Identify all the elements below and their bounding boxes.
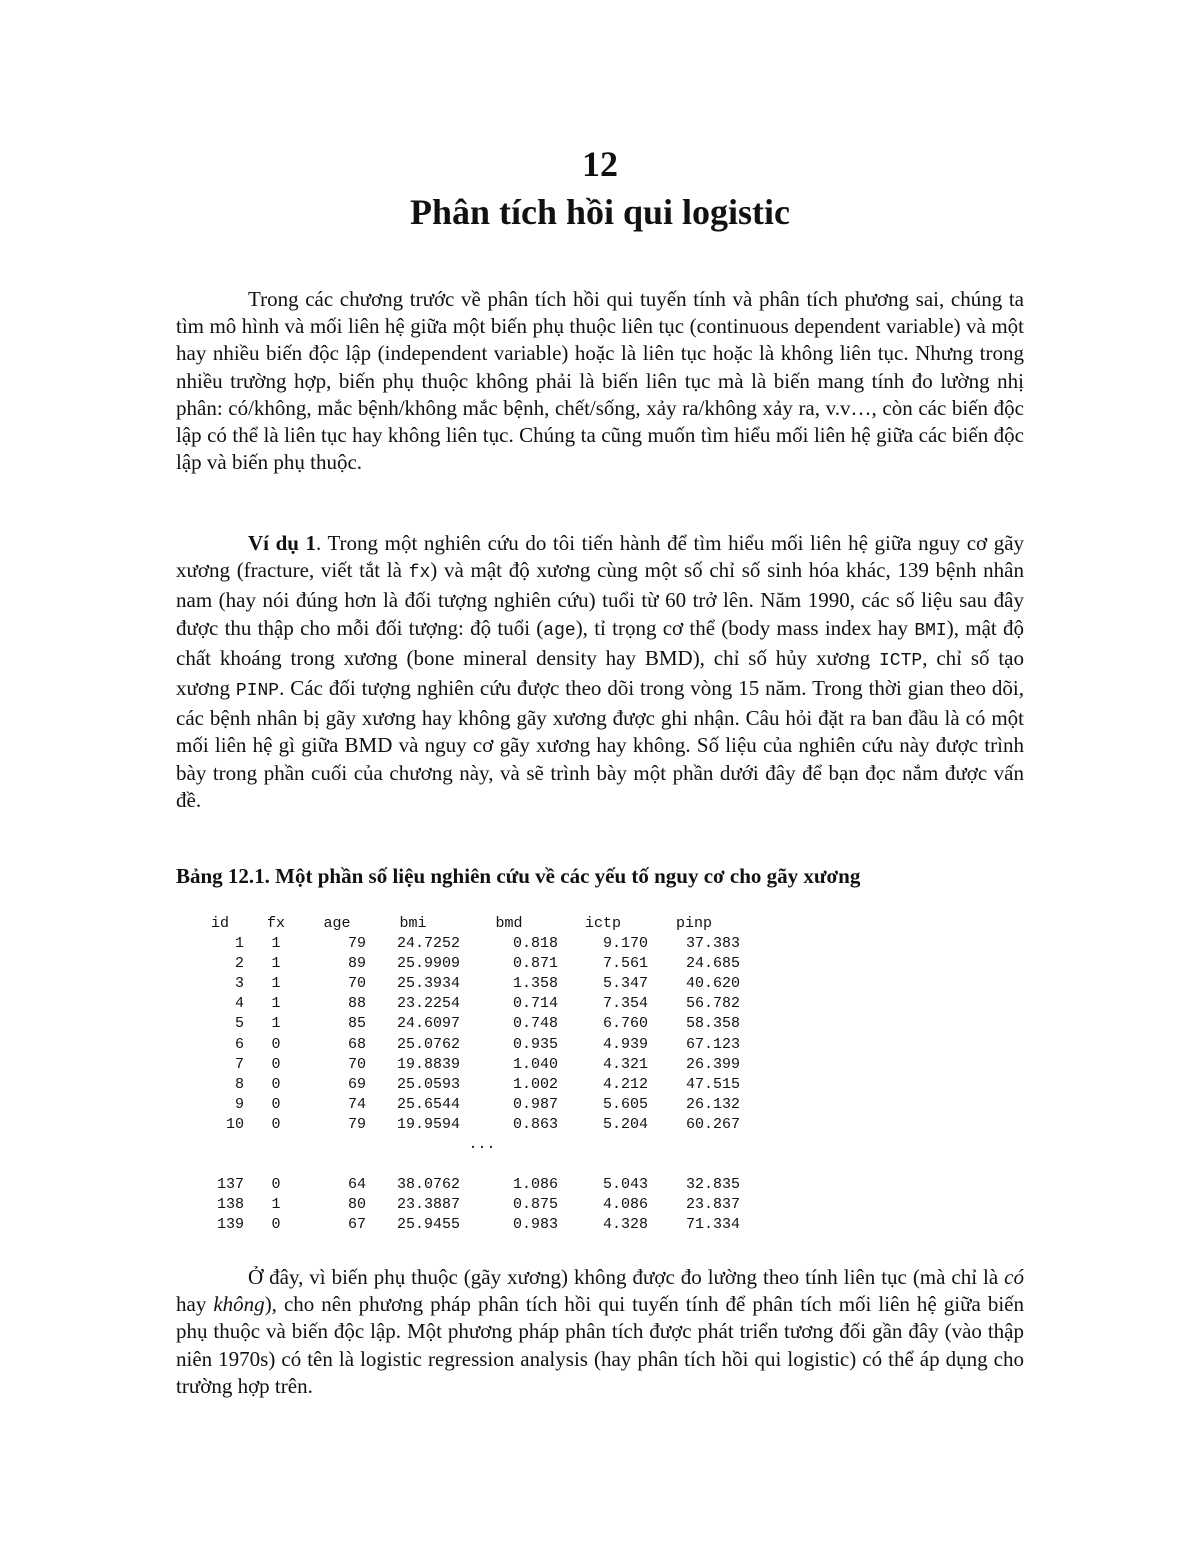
cell-bmi: 25.6544: [396, 1095, 460, 1113]
cell-fx: 0: [271, 1035, 281, 1053]
cell-ictp: 4.086: [602, 1196, 648, 1214]
cell-age: 64: [347, 1176, 366, 1194]
cell-fx: 0: [271, 1176, 281, 1194]
cell-age: 89: [347, 955, 366, 973]
cell-ictp: 9.170: [602, 935, 648, 953]
cell-fx: 0: [271, 1075, 281, 1093]
cell-bmi: 25.9455: [396, 1216, 460, 1234]
header-age: age: [323, 915, 351, 932]
example-text-6: . Các đối tượng nghiên cứu được theo dõi trong vòng 15 năm. Trong thời gian theo dõi, các bệnh nhân bị gãy xương hay không gãy xương được ghi nhận. Câu hỏi đặt ra ban đầu là có một mối liên hệ gì giữa BMD và nguy cơ gãy xương hay không. Số liệu của nghiên cứu này được trình bày trong phần cuối của chương này, và sẽ trình bày một phần dưới đây để bạn đọc nắm được vấn đề.: [176, 676, 1024, 812]
cell-fx: 0: [271, 1216, 281, 1234]
cell-bmi: 25.0762: [396, 1035, 460, 1053]
cell-pinp: 26.399: [685, 1055, 740, 1073]
header-id: id: [210, 915, 229, 932]
cell-pinp: 37.383: [685, 935, 740, 953]
table-row: [196, 1195, 740, 1215]
cell-ictp: 4.939: [602, 1035, 648, 1053]
table-row: [196, 1055, 740, 1075]
cell-bmi: 25.0593: [396, 1075, 460, 1093]
gap-row: [196, 1155, 740, 1175]
cell-bmi: 25.9909: [396, 955, 460, 973]
code-bmi: BMI: [914, 620, 947, 641]
cell-ictp: 4.212: [602, 1075, 648, 1093]
cell-ictp: 7.354: [602, 995, 648, 1013]
table-row: [196, 954, 740, 974]
cell-pinp: 56.782: [685, 995, 740, 1013]
cell-id: 7: [234, 1055, 244, 1073]
code-ictp: ICTP: [879, 650, 923, 671]
cell-bmd: 0.875: [512, 1196, 558, 1214]
chapter-number: 12: [582, 144, 618, 184]
cell-id: 9: [234, 1095, 244, 1113]
code-fx: fx: [408, 563, 431, 584]
table-row: [196, 1014, 740, 1034]
cell-bmi: 38.0762: [396, 1176, 460, 1194]
cell-age: 67: [347, 1216, 366, 1234]
cell-fx: 1: [271, 935, 281, 953]
table-row: [196, 934, 740, 954]
cell-pinp: 23.837: [685, 1196, 740, 1214]
cell-age: 79: [347, 935, 366, 953]
code-age: age: [543, 620, 576, 641]
cell-age: 74: [347, 1095, 366, 1113]
example-text-1: . Trong một nghiên cứu do tôi tiến hành để tìm hiểu mối liên hệ giữa nguy cơ gãy xương (fracture, viết tắt là: [176, 531, 1025, 583]
cell-id: 5: [234, 1015, 244, 1033]
header-bmi: bmi: [399, 915, 427, 932]
cell-bmd: 0.748: [512, 1015, 558, 1033]
cell-bmi: 23.2254: [396, 995, 460, 1013]
cell-fx: 0: [271, 1115, 281, 1133]
cell-id: 138: [216, 1196, 244, 1214]
closing-paragraph: [176, 1264, 1024, 1400]
header-bmd: bmd: [495, 915, 523, 932]
cell-fx: 1: [271, 975, 281, 993]
cell-age: 69: [347, 1075, 366, 1093]
cell-id: 2: [234, 955, 244, 973]
table-row: [196, 1035, 740, 1055]
table-row: [196, 994, 740, 1014]
ellipsis-row: [196, 1135, 740, 1155]
cell-bmd: 0.871: [512, 955, 558, 973]
closing-text-2: hay: [176, 1292, 214, 1317]
cell-fx: 0: [271, 1055, 281, 1073]
cell-age: 68: [347, 1035, 366, 1053]
cell-id: 139: [216, 1216, 244, 1234]
cell-pinp: 47.515: [685, 1075, 740, 1093]
cell-ictp: 5.204: [602, 1115, 648, 1133]
example-paragraph: [176, 530, 1024, 814]
cell-pinp: 24.685: [685, 955, 740, 973]
example-text-4: ), mật độ chất khoáng trong xương (bone mineral density hay BMD), chỉ số hủy xương: [176, 615, 1024, 670]
cell-bmd: 0.714: [512, 995, 558, 1013]
cell-pinp: 40.620: [685, 975, 740, 993]
cell-bmi: 24.6097: [396, 1015, 460, 1033]
cell-age: 70: [347, 975, 366, 993]
cell-id: 3: [234, 975, 244, 993]
table-row: [196, 1175, 740, 1195]
table-header-row: [196, 914, 740, 934]
cell-age: 85: [347, 1015, 366, 1033]
cell-bmd: 1.002: [512, 1075, 558, 1093]
example-text-2: ) và mật độ xương cùng một số chỉ số sinh hóa khác, 139 bệnh nhân nam (hay nói đúng hơn là đối tượng nghiên cứu) tuổi từ 60 trở lên. Năm 1990, các số liệu sau đây được thu thập cho mỗi đối tượng: độ tuổi (: [176, 558, 1024, 640]
ellipsis: ...: [468, 1136, 496, 1154]
intro-paragraph: [176, 286, 1024, 476]
table-row: [196, 1215, 740, 1235]
closing-emphasis-co: có: [1004, 1265, 1024, 1289]
cell-id: 137: [216, 1176, 244, 1194]
cell-bmd: 1.040: [512, 1055, 558, 1073]
header-ictp: ictp: [584, 915, 621, 932]
cell-id: 6: [234, 1035, 244, 1053]
cell-bmd: 0.935: [512, 1035, 558, 1053]
example-label: Ví dụ 1: [248, 531, 317, 555]
cell-fx: 1: [271, 1196, 281, 1214]
header-pinp: pinp: [675, 915, 712, 932]
example-text-3: ), tỉ trọng cơ thể (body mass index hay: [575, 615, 915, 640]
cell-ictp: 6.760: [602, 1015, 648, 1033]
closing-text-3: ), cho nên phương pháp phân tích hồi qui tuyến tính để phân tích mối liên hệ giữa biến phụ thuộc và biến độc lập. Một phương pháp phân tích được phát triển tương đối gần đây (vào thập niên 1970s) có tên là logistic regression analysis (hay phân tích hồi qui logistic) có thể áp dụng cho trường hợp trên.: [176, 1292, 1024, 1398]
cell-ictp: 5.605: [602, 1095, 648, 1113]
cell-fx: 1: [271, 1015, 281, 1033]
cell-pinp: 26.132: [685, 1095, 740, 1113]
cell-fx: 0: [271, 1095, 281, 1113]
cell-bmi: 19.9594: [396, 1115, 460, 1133]
table-row: [196, 1095, 740, 1115]
cell-bmi: 23.3887: [396, 1196, 460, 1214]
cell-bmd: 1.358: [512, 975, 558, 993]
cell-fx: 1: [271, 955, 281, 973]
cell-pinp: 67.123: [685, 1035, 740, 1053]
cell-age: 88: [347, 995, 366, 1013]
intro-text: Trong các chương trước về phân tích hồi qui tuyến tính và phân tích phương sai, chúng ta tìm mô hình và mối liên hệ giữa một biến phụ thuộc liên tục (continuous dependent variable) và một hay nhiều biến độc lập (independent variable) hoặc là liên tục hoặc là không liên tục. Nhưng trong nhiều trường hợp, biến phụ thuộc không phải là biến liên tục mà là biến mang tính đo lường nhị phân: có/không, mắc bệnh/không mắc bệnh, chết/sống, xảy ra/không xảy ra, v.v…, còn các biến độc lập có thể là liên tục hay không liên tục. Chúng ta cũng muốn tìm hiểu mối liên hệ giữa các biến độc lập và biến phụ thuộc.: [176, 287, 1024, 475]
cell-age: 79: [347, 1115, 366, 1133]
cell-ictp: 7.561: [602, 955, 648, 973]
cell-ictp: 4.328: [602, 1216, 648, 1234]
table-body-top: [196, 934, 740, 1135]
cell-ictp: 4.321: [602, 1055, 648, 1073]
data-table: [196, 914, 740, 1236]
header-fx: fx: [266, 915, 285, 932]
cell-age: 70: [347, 1055, 366, 1073]
cell-bmd: 0.987: [512, 1095, 558, 1113]
table-row: [196, 1115, 740, 1135]
cell-ictp: 5.043: [602, 1176, 648, 1194]
table-ellipsis: [196, 1135, 740, 1175]
cell-bmd: 0.818: [512, 935, 558, 953]
cell-bmd: 0.863: [512, 1115, 558, 1133]
cell-ictp: 5.347: [602, 975, 648, 993]
cell-bmi: 19.8839: [396, 1055, 460, 1073]
table-caption: Bảng 12.1. Một phần số liệu nghiên cứu về các yếu tố nguy cơ cho gãy xương: [176, 864, 861, 888]
cell-id: 4: [234, 995, 244, 1013]
cell-bmi: 25.3934: [396, 975, 460, 993]
cell-bmd: 0.983: [512, 1216, 558, 1234]
code-pinp: PINP: [235, 681, 280, 702]
table-body-bottom: [196, 1175, 740, 1235]
cell-id: 1: [234, 935, 244, 953]
cell-pinp: 58.358: [685, 1015, 740, 1033]
chapter-title: Phân tích hồi qui logistic: [409, 192, 791, 232]
cell-pinp: 32.835: [685, 1176, 740, 1194]
cell-id: 8: [234, 1075, 244, 1093]
closing-emphasis-khong: không: [213, 1292, 265, 1317]
closing-text-1: Ở đây, vì biến phụ thuộc (gãy xương) không được đo lường theo tính liên tục (mà chỉ là: [248, 1265, 1005, 1289]
table-row: [196, 1075, 740, 1095]
cell-fx: 1: [271, 995, 281, 1013]
cell-pinp: 71.334: [685, 1216, 740, 1234]
cell-id: 10: [225, 1115, 244, 1133]
cell-age: 80: [347, 1196, 366, 1214]
table-row: [196, 974, 740, 994]
example-text-5: , chỉ số tạo xương: [176, 645, 1025, 701]
cell-bmd: 1.086: [512, 1176, 558, 1194]
cell-bmi: 24.7252: [396, 935, 460, 953]
cell-pinp: 60.267: [685, 1115, 740, 1133]
